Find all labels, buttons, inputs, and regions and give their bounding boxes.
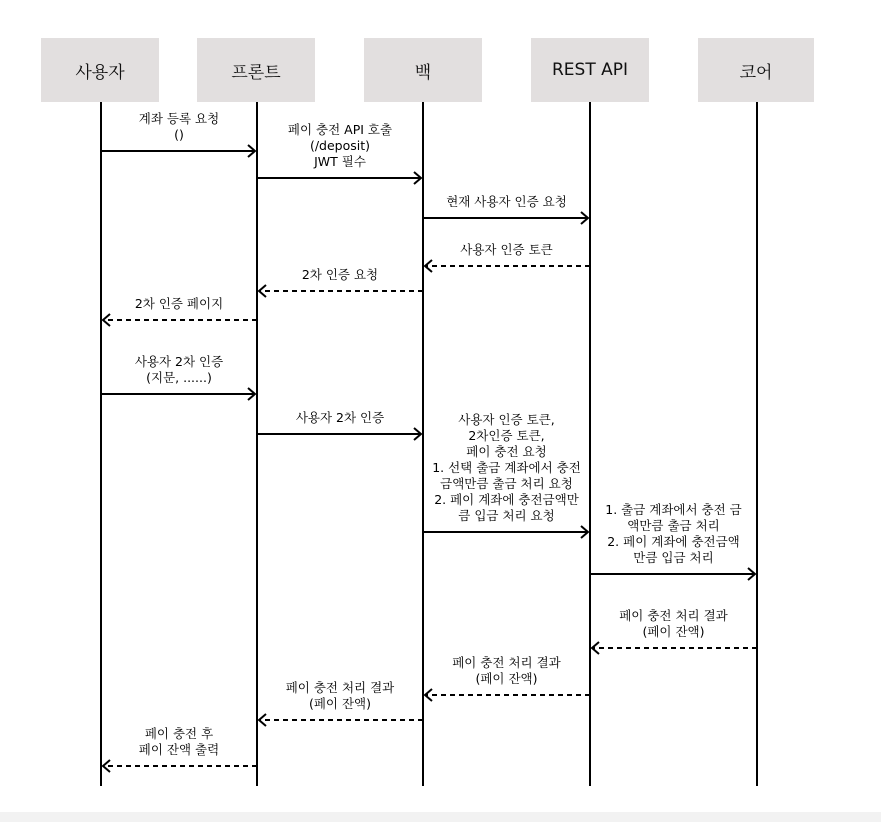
- message-label-1: [94, 111, 264, 143]
- message-label-line: (페이 잔액): [475, 671, 538, 686]
- message-label-line: 2차 인증 요청: [301, 267, 379, 282]
- message-label-6: [94, 296, 264, 312]
- message-label-line: (페이 잔액): [642, 624, 705, 639]
- message-label-line: (): [174, 127, 184, 142]
- message-label-line: 계좌 등록 요청: [138, 111, 220, 126]
- message-label-7: [94, 354, 264, 386]
- message-label-8: [255, 410, 425, 426]
- message-label-line: (페이 잔액): [308, 696, 372, 711]
- message-label-10: [589, 502, 759, 566]
- participant-back: 백: [364, 38, 482, 102]
- message-label-line: 2차인증 토큰,: [468, 428, 545, 443]
- message-label-4: [422, 242, 592, 258]
- message-label-11: [589, 608, 759, 640]
- message-label-5: [255, 267, 425, 283]
- message-label-line: 페이 충전 요청: [466, 444, 547, 459]
- message-arrowhead-4: [425, 260, 432, 272]
- message-label-line: 만큼 입금 처리: [633, 550, 714, 565]
- message-label-line: 금액만큼 출금 처리 요청: [440, 476, 573, 491]
- message-label-2: [255, 122, 425, 170]
- message-label-12: [422, 655, 592, 687]
- message-label-line: 2. 페이 계좌에 충전금액: [607, 534, 740, 549]
- message-label-line: 2차 인증 페이지: [134, 296, 224, 311]
- message-label-line: 사용자 인증 토큰,: [458, 412, 555, 427]
- message-arrowhead-12: [425, 689, 432, 701]
- message-label-line: 페이 충전 처리 결과: [452, 655, 561, 670]
- message-label-line: 액만큼 출금 처리: [627, 518, 720, 533]
- message-label-line: 페이 잔액 출력: [138, 742, 220, 757]
- message-label-3: [422, 194, 592, 210]
- message-arrowhead-13: [259, 714, 266, 726]
- message-arrowhead-11: [592, 642, 599, 654]
- message-label-line: (지문, ......): [146, 370, 212, 385]
- message-label-9: [422, 412, 592, 524]
- message-label-line: 사용자 인증 토큰: [460, 242, 553, 257]
- message-label-line: 1. 출금 계좌에서 충전 금: [605, 502, 742, 517]
- message-label-line: 사용자 2차 인증: [295, 410, 385, 425]
- message-label-line: 페이 충전 처리 결과: [285, 680, 395, 695]
- message-label-line: 2. 페이 계좌에 충전금액만: [434, 492, 579, 507]
- message-label-line: 큼 입금 처리 요청: [458, 508, 555, 523]
- message-label-13: [255, 680, 425, 712]
- message-label-line: 페이 충전 처리 결과: [619, 608, 728, 623]
- participant-front: 프론트: [197, 38, 315, 102]
- message-label-line: JWT 필수: [314, 154, 366, 169]
- message-label-line: 1. 선택 출금 계좌에서 충전: [432, 460, 581, 475]
- message-label-line: 사용자 2차 인증: [134, 354, 224, 369]
- participant-core: 코어: [698, 38, 814, 102]
- message-label-line: 현재 사용자 인증 요청: [446, 194, 567, 209]
- message-label-14: [94, 726, 264, 758]
- participant-rest-api: REST API: [531, 38, 649, 102]
- participant-user: 사용자: [41, 38, 159, 102]
- message-label-line: 페이 충전 API 호출: [287, 122, 393, 137]
- message-label-line: (/deposit): [309, 138, 371, 153]
- message-label-line: 페이 충전 후: [144, 726, 214, 741]
